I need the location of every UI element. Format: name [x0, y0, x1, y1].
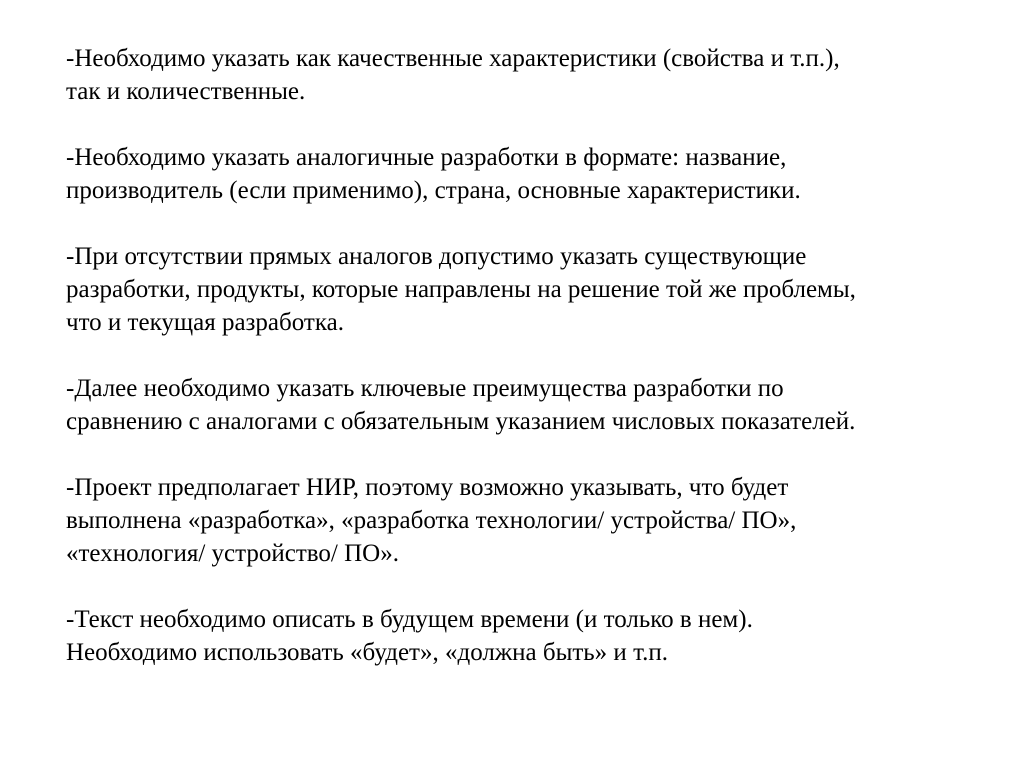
text-line: -Необходимо указать аналогичные разработки в формате: название,: [66, 144, 787, 171]
paragraph-key-advantages: [66, 372, 996, 438]
text-line: -Далее необходимо указать ключевые преимущества разработки по: [66, 375, 784, 402]
text-line: -Текст необходимо описать в будущем времени (и только в нем).: [66, 606, 753, 633]
text-line: сравнению с аналогами с обязательным указанием числовых показателей.: [66, 408, 856, 435]
text-line: выполнена «разработка», «разработка технологии/ устройства/ ПО»,: [66, 507, 797, 534]
paragraph-future-tense: [66, 603, 996, 669]
slide-content: [66, 42, 996, 702]
paragraph-research-project: [66, 471, 996, 570]
text-line: -При отсутствии прямых аналогов допустимо указать существующие: [66, 243, 807, 270]
text-line: что и текущая разработка.: [66, 309, 344, 336]
text-line: Необходимо использовать «будет», «должна быть» и т.п.: [66, 639, 668, 666]
paragraph-no-direct-analogs: [66, 240, 996, 339]
text-line: разработки, продукты, которые направлены на решение той же проблемы,: [66, 276, 856, 303]
text-line: производитель (если применимо), страна, основные характеристики.: [66, 177, 801, 204]
text-line: «технология/ устройство/ ПО».: [66, 540, 399, 567]
text-line: -Проект предполагает НИР, поэтому возможно указывать, что будет: [66, 474, 789, 501]
text-line: -Необходимо указать как качественные характеристики (свойства и т.п.),: [66, 45, 840, 72]
paragraph-qualitative-quantitative: [66, 42, 996, 108]
paragraph-analogs-format: [66, 141, 996, 207]
text-line: так и количественные.: [66, 78, 306, 105]
